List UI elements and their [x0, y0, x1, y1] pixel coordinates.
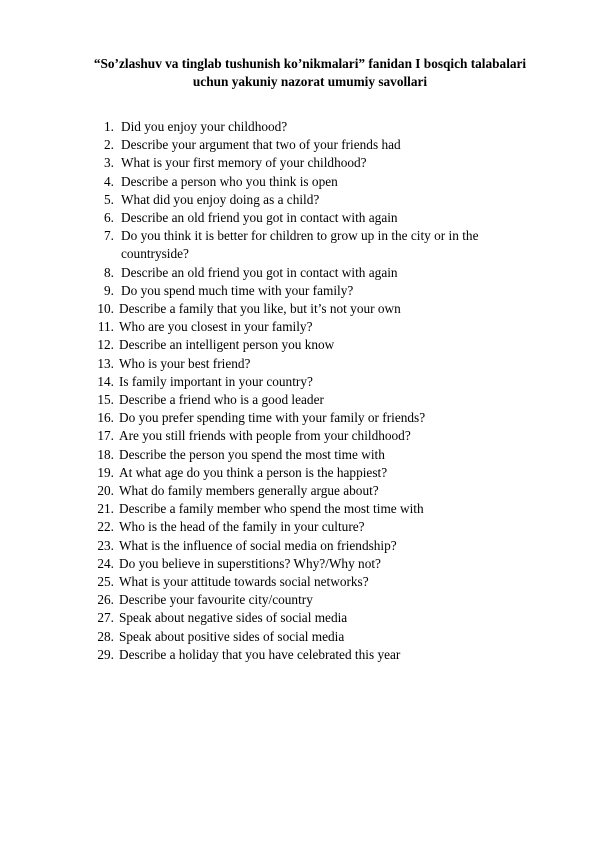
question-text: What is your attitude towards social networks? [119, 574, 369, 590]
question-number: 24. [97, 555, 114, 571]
question-text: What is the influence of social media on friendship? [119, 537, 397, 553]
question-number: 3. [104, 155, 114, 171]
question-number: 5. [104, 191, 114, 207]
list-item [0, 264, 596, 282]
question-number: 22. [97, 519, 114, 535]
question-text: Describe an old friend you got in contact with again [121, 264, 398, 280]
question-number: 14. [97, 373, 114, 389]
list-item [0, 118, 596, 136]
question-text: Describe a family member who spend the most time with [119, 501, 424, 517]
question-number: 6. [104, 210, 114, 226]
list-item [0, 628, 596, 646]
question-text: Describe your argument that two of your friends had [121, 137, 401, 153]
question-text: Do you think it is better for children to grow up in the city or in the countryside? [121, 228, 479, 262]
question-number: 11. [97, 319, 114, 335]
list-item [0, 446, 596, 464]
list-item [0, 482, 596, 500]
list-item [0, 646, 596, 664]
question-text: Describe a family that you like, but it’s not your own [119, 301, 401, 317]
question-number: 20. [97, 483, 114, 499]
question-text: Describe a friend who is a good leader [119, 392, 324, 408]
title-line-2: uchun yakuniy nazorat umumiy savollari [192, 74, 428, 89]
question-number: 7. [104, 228, 114, 244]
question-text: What do family members generally argue about? [119, 483, 379, 499]
list-item [0, 591, 596, 609]
question-number: 1. [104, 119, 114, 134]
list-item [0, 518, 596, 536]
question-number: 16. [97, 410, 114, 426]
list-item [0, 427, 596, 445]
question-number: 17. [97, 428, 114, 444]
question-number: 18. [97, 446, 114, 462]
question-text: Who are you closest in your family? [119, 319, 313, 335]
list-item [0, 227, 596, 263]
question-text: Describe an old friend you got in contact with again [121, 210, 398, 226]
list-item [0, 191, 596, 209]
title-line-1: “So’zlashuv va tinglab tushunish ko’nikmalari” fanidan I bosqich talabalari [93, 56, 527, 71]
question-text: Are you still friends with people from your childhood? [119, 428, 411, 444]
question-number: 12. [97, 337, 114, 353]
question-text: Speak about negative sides of social media [119, 610, 348, 626]
question-text: Describe an intelligent person you know [119, 337, 335, 353]
list-item [0, 136, 596, 154]
question-number: 2. [104, 137, 114, 153]
question-number: 15. [97, 392, 114, 408]
question-text: Do you believe in superstitions? Why?/Why not? [119, 555, 381, 571]
question-text: Describe a person who you think is open [121, 173, 338, 189]
question-text: Is family important in your country? [119, 373, 313, 389]
question-number: 23. [97, 537, 114, 553]
list-item [0, 154, 596, 172]
question-number: 13. [97, 355, 114, 371]
question-text: What did you enjoy doing as a child? [121, 191, 320, 207]
list-item [0, 464, 596, 482]
question-text: Did you enjoy your childhood? [121, 119, 288, 134]
question-number: 8. [104, 264, 114, 280]
question-number: 28. [97, 628, 114, 644]
list-item [0, 409, 596, 427]
document-title [60, 55, 560, 91]
list-item [0, 373, 596, 391]
question-number: 29. [97, 646, 114, 662]
list-item [0, 355, 596, 373]
question-list [0, 118, 596, 664]
list-item [0, 173, 596, 191]
list-item [0, 336, 596, 354]
question-text: Who is the head of the family in your culture? [119, 519, 365, 535]
question-number: 10. [97, 301, 114, 317]
question-number: 19. [97, 464, 114, 480]
list-item [0, 500, 596, 518]
question-number: 26. [97, 592, 114, 608]
list-item [0, 209, 596, 227]
list-item [0, 391, 596, 409]
list-item [0, 609, 596, 627]
question-text: What is your first memory of your childhood? [121, 155, 367, 171]
list-item [0, 318, 596, 336]
question-text: Describe your favourite city/country [119, 592, 313, 608]
question-text: Do you prefer spending time with your family or friends? [119, 410, 426, 426]
list-item [0, 300, 596, 318]
question-number: 21. [97, 501, 114, 517]
question-text: Who is your best friend? [119, 355, 251, 371]
list-item [0, 537, 596, 555]
question-number: 9. [104, 282, 114, 298]
question-number: 4. [104, 173, 114, 189]
list-item [0, 282, 596, 300]
list-item [0, 555, 596, 573]
question-text: Speak about positive sides of social media [119, 628, 345, 644]
list-item [0, 573, 596, 591]
question-text: Do you spend much time with your family? [121, 282, 354, 298]
question-text: Describe a holiday that you have celebrated this year [119, 646, 401, 662]
question-number: 25. [97, 574, 114, 590]
question-text: At what age do you think a person is the happiest? [119, 464, 388, 480]
question-text: Describe the person you spend the most time with [119, 446, 385, 462]
question-number: 27. [97, 610, 114, 626]
